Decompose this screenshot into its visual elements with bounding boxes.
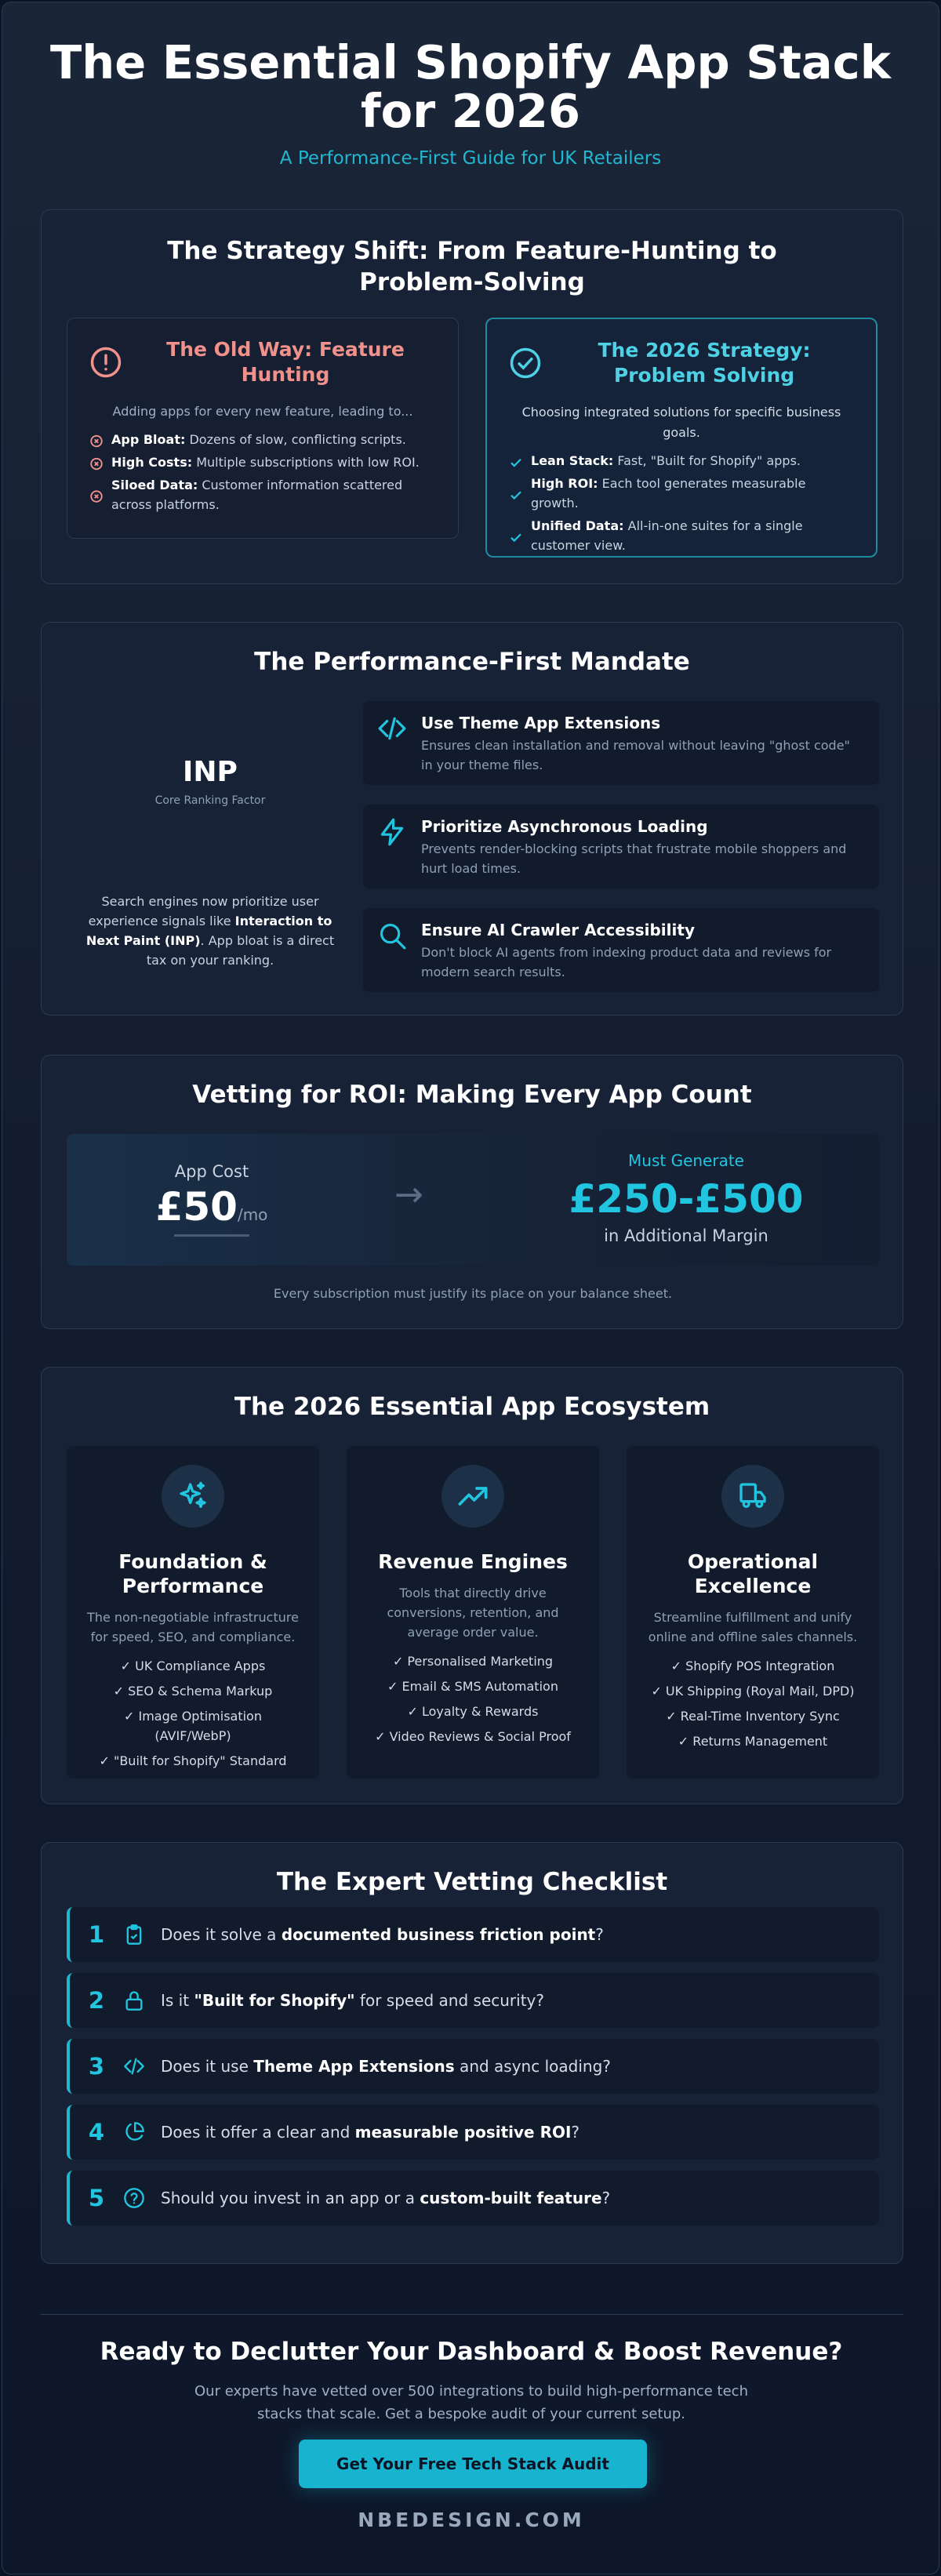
ecosystem-section [41,1367,903,1804]
new-strategy-point: Lean Stack: Fast, "Built for Shopify" apps. [509,451,854,471]
cta-title: Ready to Declutter Your Dashboard & Boost Revenue? [100,2338,843,2366]
infographic-page [2,2,939,2574]
list-item: ✓ SEO & Schema Markup [113,1684,273,1699]
roi-comparison [67,1134,879,1266]
alert-circle-icon [89,346,122,379]
sparkles-icon [177,1481,209,1512]
new-strategy-card [485,318,877,558]
check-icon [509,516,523,555]
hero [2,2,939,169]
mandate-section [41,622,903,1016]
x-circle-icon [89,430,104,449]
list-item: ✓ Loyalty & Rewards [407,1704,539,1719]
list-item: ✓ Email & SMS Automation [387,1679,558,1694]
checklist-item: 1 Does it solve a documented business friction point? [67,1907,879,1962]
checklist-title: The Expert Vetting Checklist [276,1868,668,1896]
old-way-card [67,318,459,539]
list-item: ✓ Shopify POS Integration [670,1659,835,1673]
roi-section [41,1055,903,1329]
truck-icon [737,1481,768,1512]
old-way-point: App Bloat: Dozens of slow, conflicting scripts. [89,430,436,449]
old-way-intro: Adding apps for every new feature, leading to... [112,404,413,419]
tip-theme-extensions: Use Theme App Extensions Ensures clean installation and removal without leaving "ghost code" in your theme files. [363,701,879,785]
page-title: The Essential Shopify App Stack for 2026 [50,35,891,138]
cta-text: Our experts have vetted over 500 integrations to build high-performance tech stacks that scale. Get a bespoke audit of your current setup. [194,2383,748,2422]
inp-caption: Core Ranking Factor [154,794,266,807]
page-subtitle: A Performance-First Guide for UK Retailers [279,148,662,169]
strategy-section [41,209,903,584]
checklist-item: 2 Is it "Built for Shopify" for speed and security? [67,1973,879,2028]
check-icon [509,451,523,471]
brand-link[interactable]: NBEDESIGN.COM [358,2509,585,2531]
clipboard-check-icon [123,1924,145,1946]
list-item: ✓ Real-Time Inventory Sync [666,1709,840,1724]
new-strategy-title: The 2026 Strategy: Problem Solving [598,339,811,387]
list-item: ✓ UK Shipping (Royal Mail, DPD) [651,1684,855,1699]
list-item: ✓ Returns Management [678,1734,828,1749]
ecosystem-title: The 2026 Essential App Ecosystem [234,1393,710,1421]
required-margin: Must Generate £250-£500 in Additional Margin [569,1151,804,1245]
checklist-item: 5 Should you invest in an app or a custom-built feature? [67,2171,879,2225]
tip-async-loading: Prioritize Asynchronous Loading Prevents render-blocking scripts that frustrate mobile shoppers and hurt load times. [363,805,879,888]
new-strategy-intro: Choosing integrated solutions for specific business goals. [521,405,841,440]
list-item: ✓ Image Optimisation (AVIF/WebP) [124,1709,262,1743]
checklist-section [41,1842,903,2264]
mandate-title: The Performance-First Mandate [254,648,690,676]
roi-note: Every subscription must justify its place on your balance sheet. [273,1286,673,1301]
list-item: ✓ "Built for Shopify" Standard [99,1753,287,1768]
eco-card-revenue: Revenue Engines Tools that directly drive conversions, retention, and average order value. ✓ Personalised Marketing ✓ Email & SMS Automation ✓ Loyalty & Rewards ✓ Video Reviews & Social Proof [347,1446,599,1778]
inp-metric: INP [183,756,238,788]
old-way-title: The Old Way: Feature Hunting [166,338,405,386]
x-circle-icon [89,475,104,514]
trending-up-icon [457,1481,489,1512]
list-item: ✓ Video Reviews & Social Proof [375,1729,571,1744]
code-icon [377,714,407,743]
app-cost: App Cost £50/mo [129,1162,294,1237]
inp-description: Search engines now prioritize user experience signals like Interaction to Next Paint (INP). App bloat is a direct tax on your ranking. [85,894,335,968]
list-item: ✓ UK Compliance Apps [120,1659,266,1673]
tip-ai-crawler: Ensure AI Crawler Accessibility Don't block AI agents from indexing product data and reviews for modern search results. [363,908,879,992]
checklist-item: 3 Does it use Theme App Extensions and async loading? [67,2039,879,2094]
old-way-point: High Costs: Multiple subscriptions with low ROI. [89,452,436,472]
code-icon [123,2055,145,2077]
eco-card-foundation: Foundation & Performance The non-negotiable infrastructure for speed, SEO, and compliance. ✓ UK Compliance Apps ✓ SEO & Schema Markup ✓ Image Optimisation (AVIF/WebP) ✓ "Built for Shopify" Standard [67,1446,319,1778]
old-way-point: Siloed Data: Customer information scattered across platforms. [89,475,436,514]
eco-card-operations: Operational Excellence Streamline fulfillment and unify online and offline sales channels. ✓ Shopify POS Integration ✓ UK Shipping (Royal Mail, DPD) ✓ Real-Time Inventory Sync ✓ Returns Management [627,1446,879,1778]
inp-panel [65,756,355,970]
free-audit-button[interactable]: Get Your Free Tech Stack Audit [299,2440,647,2488]
roi-title: Vetting for ROI: Making Every App Count [192,1081,752,1109]
check-icon [509,474,523,513]
new-strategy-point: Unified Data: All-in-one suites for a single customer view. [509,516,854,555]
x-circle-icon [89,452,104,472]
help-circle-icon [123,2187,145,2209]
checklist-item: 4 Does it offer a clear and measurable positive ROI? [67,2105,879,2160]
divider [41,2314,903,2315]
new-strategy-point: High ROI: Each tool generates measurable growth. [509,474,854,513]
search-icon [377,921,407,950]
list-item: ✓ Personalised Marketing [392,1654,554,1669]
arrow-right-icon: → [394,1175,423,1215]
strategy-title: The Strategy Shift: From Feature-Hunting to Problem-Solving [167,237,777,296]
check-circle-icon [509,347,542,380]
lock-icon [123,1989,145,2011]
lightning-icon [377,817,407,847]
pie-chart-icon [123,2121,145,2143]
